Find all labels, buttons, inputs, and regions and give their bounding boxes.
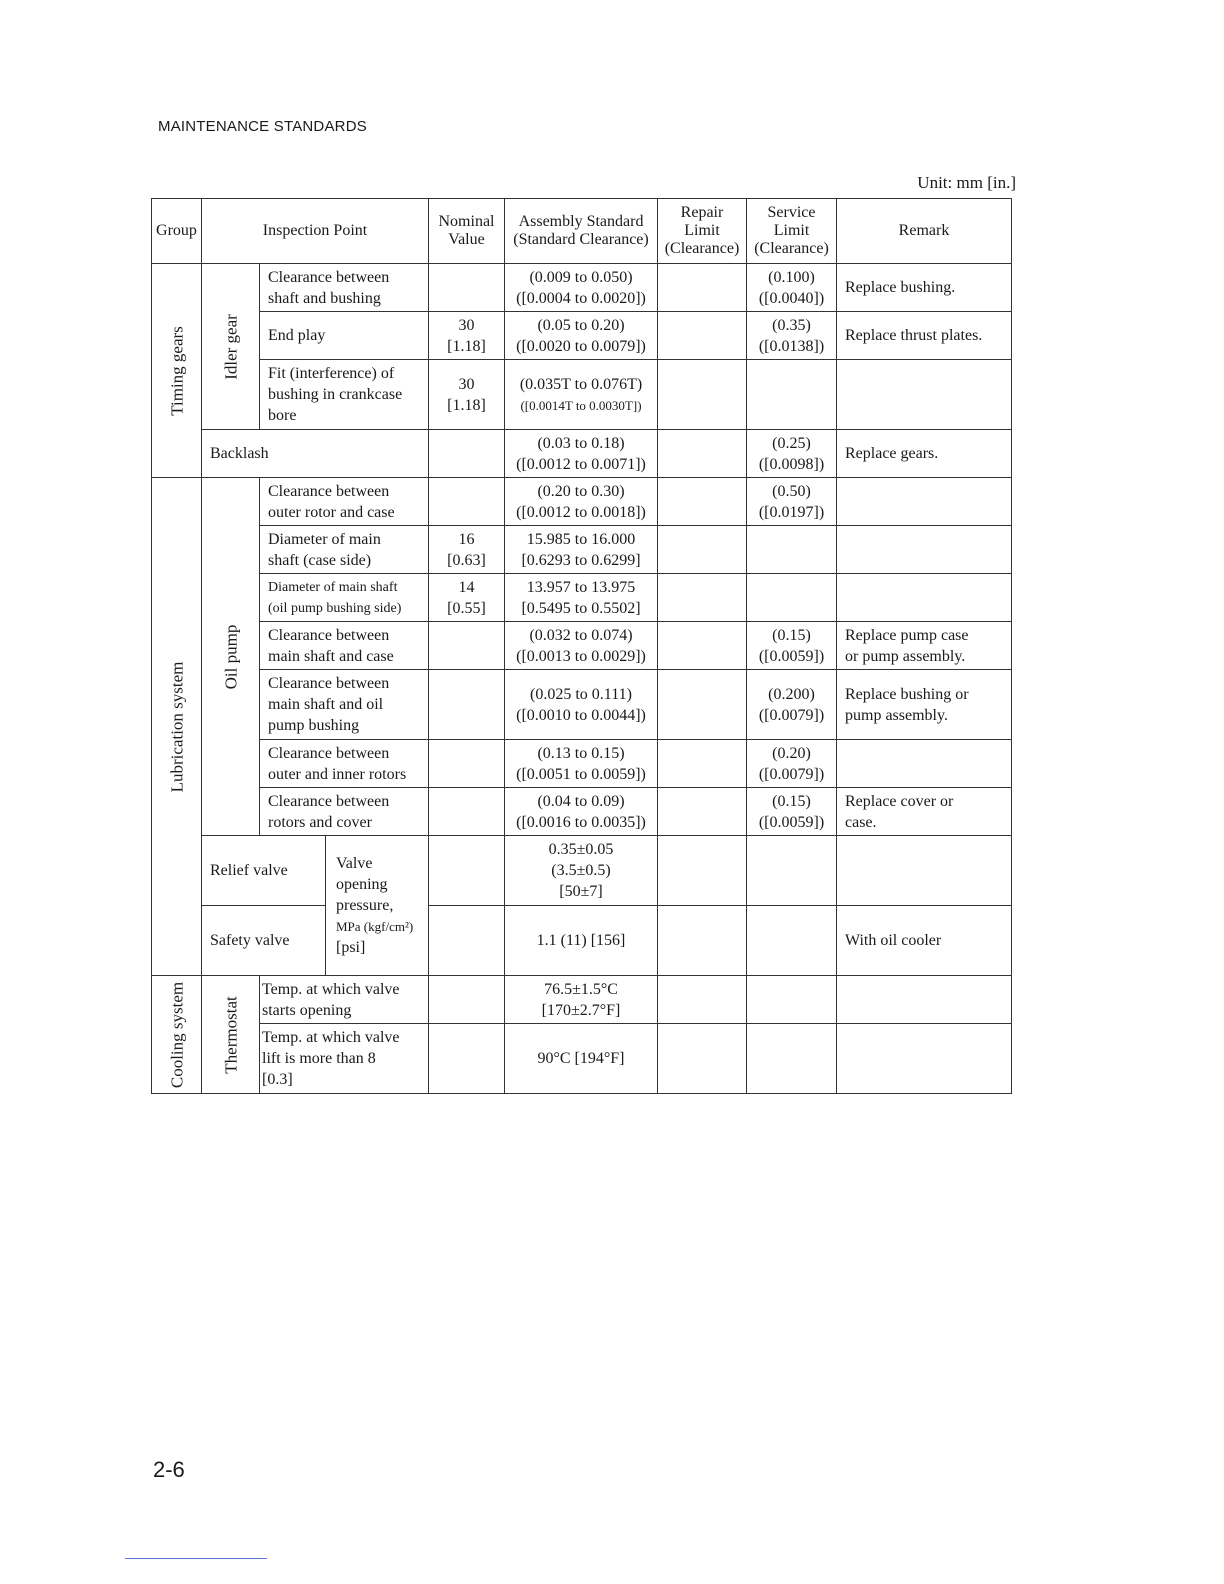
inspection-point: Fit (interference) of bushing in crankcase bore [260, 360, 429, 430]
group-label: Cooling system [167, 981, 186, 1088]
subgroup-label: Oil pump [221, 624, 240, 689]
table-row [152, 836, 1012, 906]
table-row [152, 670, 1012, 740]
remark [837, 976, 1012, 1024]
nominal-value [429, 976, 505, 1024]
repair-limit [658, 264, 747, 312]
repair-limit [658, 478, 747, 526]
col-header-inspection-point: Inspection Point [202, 199, 429, 264]
nominal-value: 30 [1.18] [429, 312, 505, 360]
service-limit: (0.15) ([0.0059]) [747, 622, 837, 670]
inspection-point: Temp. at which valve lift is more than 8 [0.3] [260, 1024, 429, 1094]
inspection-point: Backlash [202, 430, 429, 478]
nominal-value [429, 622, 505, 670]
table-row [152, 622, 1012, 670]
remark [837, 526, 1012, 574]
repair-limit [658, 788, 747, 836]
table-row [152, 478, 1012, 526]
service-limit: (0.50) ([0.0197]) [747, 478, 837, 526]
repair-limit [658, 1024, 747, 1094]
assembly-standard: 15.985 to 16.000 [0.6293 to 0.6299] [505, 526, 658, 574]
nominal-value [429, 264, 505, 312]
inspection-point: Clearance between outer rotor and case [260, 478, 429, 526]
nominal-value: 16 [0.63] [429, 526, 505, 574]
table-row [152, 906, 1012, 976]
remark [837, 836, 1012, 906]
valve-pressure-unit: MPa (kgf/cm²) [336, 919, 414, 934]
inspection-point: Temp. at which valve starts opening [260, 976, 429, 1024]
service-limit: (0.20) ([0.0079]) [747, 740, 837, 788]
remark: Replace bushing. [837, 264, 1012, 312]
assembly-standard: (0.03 to 0.18) ([0.0012 to 0.0071]) [505, 430, 658, 478]
assembly-standard: (0.20 to 0.30) ([0.0012 to 0.0018]) [505, 478, 658, 526]
remark: Replace thrust plates. [837, 312, 1012, 360]
nominal-value [429, 906, 505, 976]
assembly-standard [505, 360, 658, 430]
page-header: MAINTENANCE STANDARDS [158, 118, 367, 135]
nominal-value [429, 430, 505, 478]
table-header-row [152, 199, 1012, 264]
maintenance-standards-table [151, 198, 1012, 1094]
assembly-standard: 76.5±1.5°C [170±2.7°F] [505, 976, 658, 1024]
service-limit [747, 526, 837, 574]
group-cell-lubrication [152, 478, 202, 976]
repair-limit [658, 976, 747, 1024]
service-limit: (0.25) ([0.0098]) [747, 430, 837, 478]
table-row [152, 1024, 1012, 1094]
inspection-point: Diameter of main shaft (case side) [260, 526, 429, 574]
table-row [152, 976, 1012, 1024]
assembly-standard: (0.13 to 0.15) ([0.0051 to 0.0059]) [505, 740, 658, 788]
service-limit [747, 836, 837, 906]
col-header-group: Group [152, 199, 202, 264]
inspection-point: Clearance between rotors and cover [260, 788, 429, 836]
remark [837, 478, 1012, 526]
inspection-point: Clearance between outer and inner rotors [260, 740, 429, 788]
nominal-value [429, 788, 505, 836]
service-limit [747, 574, 837, 622]
subgroup-label: Thermostat [221, 995, 240, 1074]
remark: Replace bushing or pump assembly. [837, 670, 1012, 740]
assembly-standard: (0.009 to 0.050) ([0.0004 to 0.0020]) [505, 264, 658, 312]
unit-label: Unit: mm [in.] [917, 173, 1016, 192]
nominal-value: 30 [1.18] [429, 360, 505, 430]
nominal-value [429, 836, 505, 906]
service-limit [747, 360, 837, 430]
inspection-point: Clearance between main shaft and case [260, 622, 429, 670]
subgroup-cell-oil-pump [202, 478, 260, 836]
remark [837, 1024, 1012, 1094]
group-cell-cooling [152, 976, 202, 1094]
repair-limit [658, 622, 747, 670]
table-row [152, 312, 1012, 360]
repair-limit [658, 836, 747, 906]
subgroup-label: Idler gear [221, 313, 240, 380]
table-row [152, 574, 1012, 622]
table-row [152, 788, 1012, 836]
valve-pressure-unit-psi: [psi] [336, 939, 366, 956]
service-limit [747, 1024, 837, 1094]
repair-limit [658, 360, 747, 430]
nominal-value [429, 1024, 505, 1094]
table-row [152, 264, 1012, 312]
service-limit: (0.200) ([0.0079]) [747, 670, 837, 740]
remark [837, 360, 1012, 430]
col-header-assembly: Assembly Standard (Standard Clearance) [505, 199, 658, 264]
assembly-standard: (0.032 to 0.074) ([0.0013 to 0.0029]) [505, 622, 658, 670]
inspection-point: End play [260, 312, 429, 360]
group-cell-timing [152, 264, 202, 478]
valve-pressure-text: Valve opening pressure, [336, 855, 394, 914]
service-limit: (0.100) ([0.0040]) [747, 264, 837, 312]
remark: Replace pump case or pump assembly. [837, 622, 1012, 670]
service-limit [747, 976, 837, 1024]
repair-limit [658, 740, 747, 788]
repair-limit [658, 312, 747, 360]
assembly-standard: (0.025 to 0.111) ([0.0010 to 0.0044]) [505, 670, 658, 740]
inspection-point: Clearance between shaft and bushing [260, 264, 429, 312]
nominal-value [429, 670, 505, 740]
table-row [152, 430, 1012, 478]
assembly-standard: 1.1 (11) [156] [505, 906, 658, 976]
col-header-service: Service Limit (Clearance) [747, 199, 837, 264]
table-row [152, 526, 1012, 574]
col-header-repair: Repair Limit (Clearance) [658, 199, 747, 264]
repair-limit [658, 526, 747, 574]
footer-rule [125, 1558, 267, 1559]
remark: With oil cooler [837, 906, 1012, 976]
repair-limit [658, 906, 747, 976]
assembly-standard-in: ([0.0014T to 0.0030T]) [520, 397, 642, 413]
remark [837, 740, 1012, 788]
nominal-value [429, 478, 505, 526]
assembly-standard: 13.957 to 13.975 [0.5495 to 0.5502] [505, 574, 658, 622]
subgroup-cell-thermostat [202, 976, 260, 1094]
subgroup-cell-idler [202, 264, 260, 430]
remark: Replace gears. [837, 430, 1012, 478]
repair-limit [658, 430, 747, 478]
valve-pressure-label [326, 836, 429, 976]
inspection-point: Relief valve [202, 836, 326, 906]
assembly-standard: 0.35±0.05 (3.5±0.5) [50±7] [505, 836, 658, 906]
col-header-nominal: Nominal Value [429, 199, 505, 264]
inspection-point: Diameter of main shaft (oil pump bushing side) [260, 574, 429, 622]
assembly-standard: 90°C [194°F] [505, 1024, 658, 1094]
repair-limit [658, 574, 747, 622]
nominal-value: 14 [0.55] [429, 574, 505, 622]
col-header-remark: Remark [837, 199, 1012, 264]
nominal-value [429, 740, 505, 788]
remark [837, 574, 1012, 622]
group-label: Lubrication system [167, 661, 186, 792]
service-limit: (0.35) ([0.0138]) [747, 312, 837, 360]
group-label: Timing gears [167, 325, 186, 416]
service-limit [747, 906, 837, 976]
table-row [152, 740, 1012, 788]
inspection-point: Safety valve [202, 906, 326, 976]
assembly-standard: (0.04 to 0.09) ([0.0016 to 0.0035]) [505, 788, 658, 836]
page-number: 2-6 [153, 1457, 185, 1482]
assembly-standard: (0.05 to 0.20) ([0.0020 to 0.0079]) [505, 312, 658, 360]
repair-limit [658, 670, 747, 740]
table-row [152, 360, 1012, 430]
remark: Replace cover or case. [837, 788, 1012, 836]
service-limit: (0.15) ([0.0059]) [747, 788, 837, 836]
assembly-standard-mm: (0.035T to 0.076T) [519, 375, 643, 393]
inspection-point: Clearance between main shaft and oil pump bushing [260, 670, 429, 740]
